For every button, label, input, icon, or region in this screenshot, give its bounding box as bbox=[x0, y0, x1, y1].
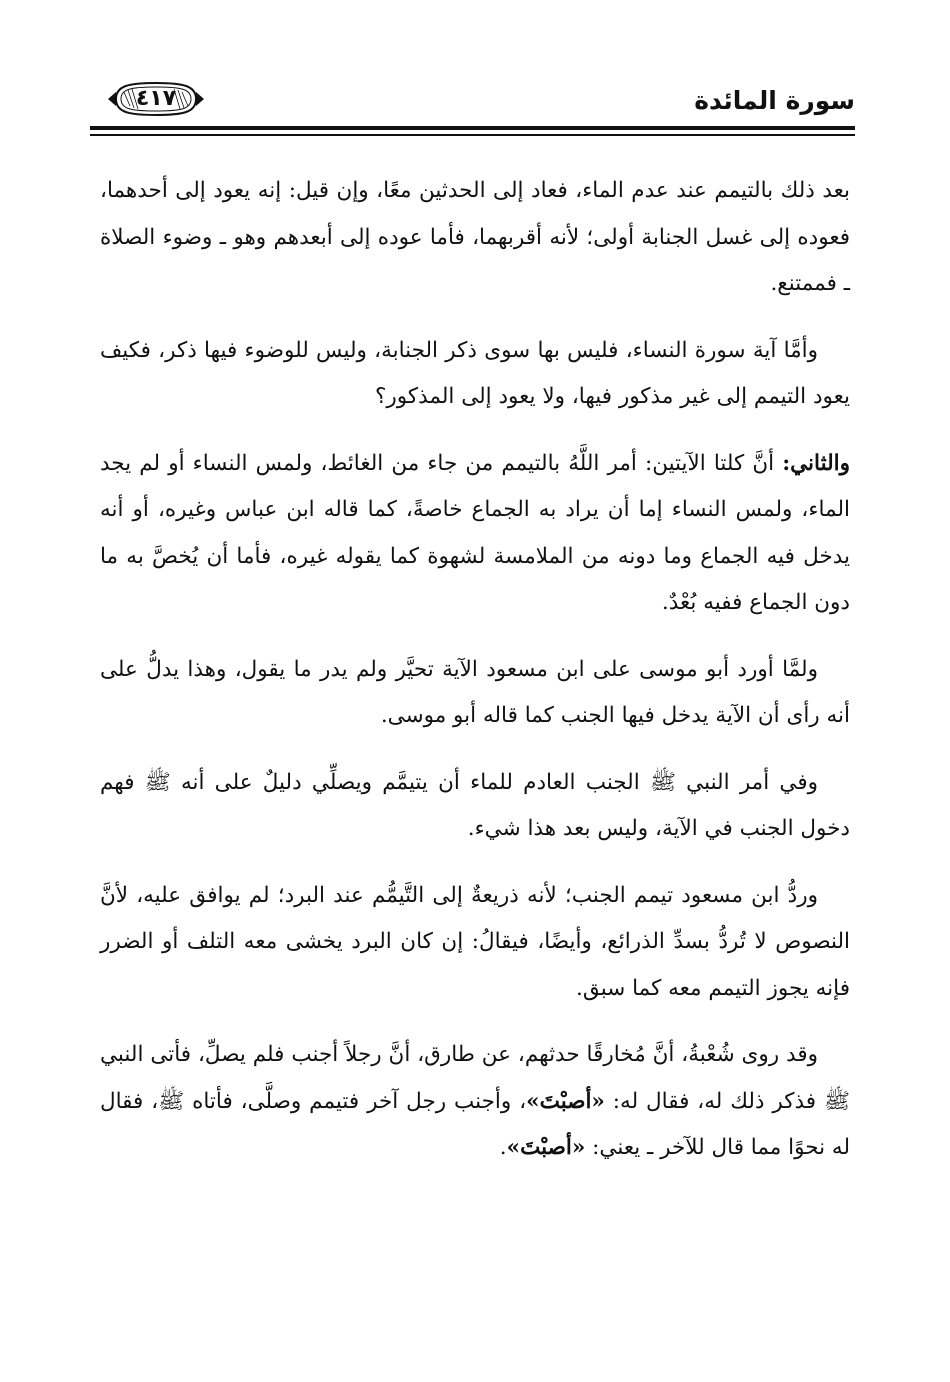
page-number: ٤١٧ bbox=[135, 86, 177, 111]
paragraph-7-text-c: . bbox=[499, 1135, 507, 1160]
surah-title: سورة المائدة bbox=[694, 86, 855, 115]
paragraph-6: وردُّ ابن مسعود تيمم الجنب؛ لأنه ذريعةٌ إلى التَّيمُّم عند البرد؛ لم يوافق عليه، لأنَّ النصوص لا تُردُّ بسدِّ الذرائع، وأيضًا، فيقالُ: إن كان البرد يخشى معه التلف أو الضرر فإنه يجوز التيمم معه كما سبق. bbox=[100, 882, 850, 1001]
page-body bbox=[100, 168, 850, 1192]
page-number-badge bbox=[106, 80, 206, 118]
paragraph-7-text-a: وقد روى شُعْبةُ، أنَّ مُخارقًا حدثهم، عن طارق، أنَّ رجلاً أجنب فلم يصلِّ، فأتى النبي ﷺ فذكر ذلك له، فقال له: bbox=[100, 1042, 850, 1114]
header-rule-thin bbox=[90, 134, 855, 136]
paragraph-1: بعد ذلك بالتيمم عند عدم الماء، فعاد إلى الحدثين معًا، وإن قيل: إنه يعود إلى أحدهما، فعوده إلى غسل الجنابة أولى؛ لأنه أقربهما، فأما عوده إلى أبعدهم وهو ـ وضوء الصلاة ـ فممتنع. bbox=[100, 178, 850, 296]
header-rule-thick bbox=[90, 126, 855, 130]
paragraph-7-quote-2: «أصبْتَ» bbox=[506, 1135, 586, 1160]
paragraph-3-lead: والثاني: bbox=[782, 450, 850, 476]
paragraph-3-text: أنَّ كلتا الآيتين: أمر اللَّهُ بالتيمم من جاء من الغائط، ولمس النساء أو لم يجد الماء، ولمس النساء إما أن يراد به الجماع خاصةً، كما قاله ابن عباس وغيره، أو أنه يدخل فيه الجماع وما دونه من الملامسة لشهوة كما يقوله غيره، فأما أن يُخصَّ به ما دون الجماع ففيه بُعْدٌ. bbox=[100, 450, 850, 615]
paragraph-7-text-b: ، وأجنب رجل آخر فتيمم وصلَّى، فأتاه ﷺ، فقال له نحوًا مما قال للآخر ـ يعني: bbox=[100, 1088, 850, 1160]
paragraph-7 bbox=[100, 1032, 850, 1172]
paragraph-4: ولمَّا أورد أبو موسى على ابن مسعود الآية تحيَّر ولم يدر ما يقول، وهذا يدلُّ على أنه رأى أن الآية يدخل فيها الجنب كما قاله أبو موسى. bbox=[100, 656, 850, 728]
paragraph-5: وفي أمر النبي ﷺ الجنب العادم للماء أن يتيمَّم ويصلِّي دليلٌ على أنه ﷺ فهم دخول الجنب في الآية، وليس بعد هذا شيء. bbox=[100, 769, 850, 841]
paragraph-3 bbox=[100, 441, 850, 627]
paragraph-7-quote-1: «أصبْتَ» bbox=[526, 1088, 605, 1114]
page-header bbox=[90, 74, 855, 134]
paragraph-2: وأمَّا آية سورة النساء، فليس بها سوى ذكر الجنابة، وليس للوضوء فيها ذكر، فكيف يعود التيمم إلى غير مذكور فيها، ولا يعود إلى المذكور؟ bbox=[100, 337, 850, 409]
